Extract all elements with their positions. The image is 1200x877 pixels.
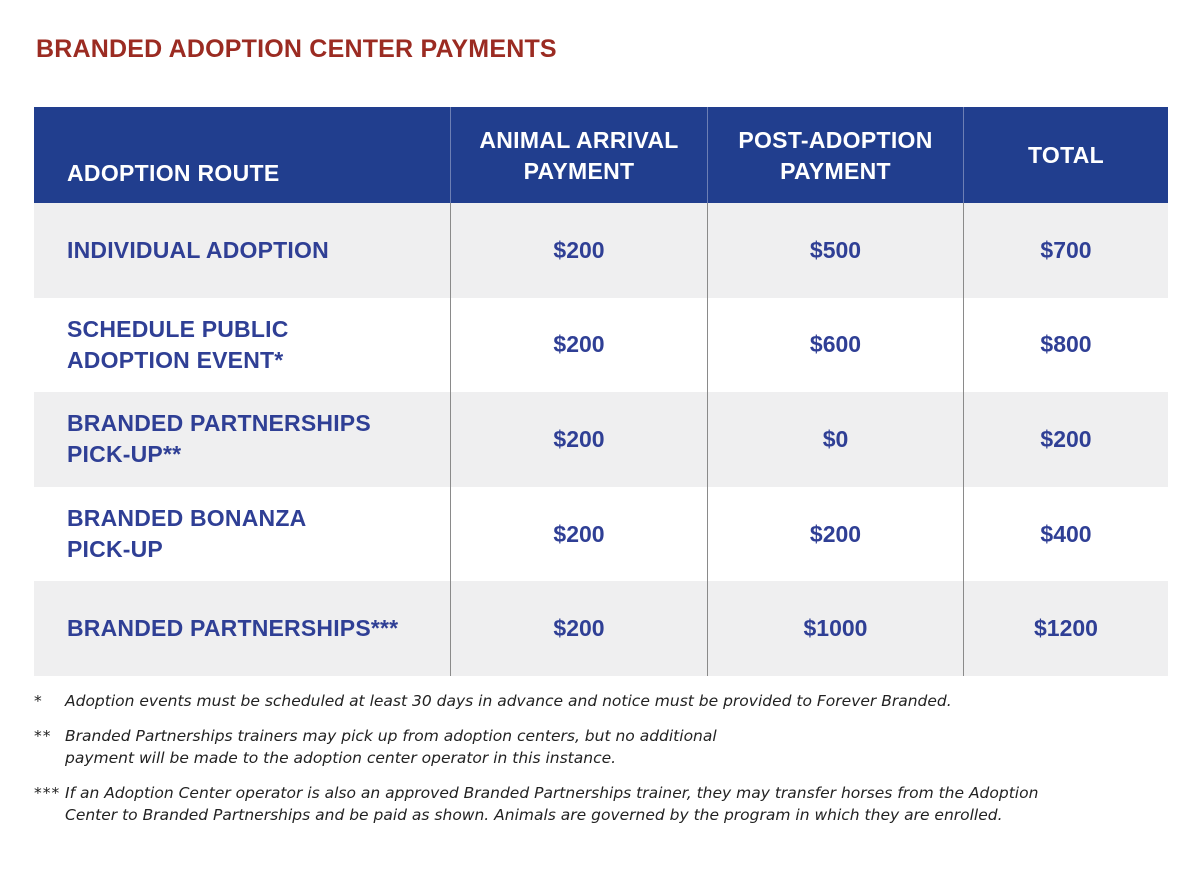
post-adoption-payment-cell: $1000 [707,581,963,676]
table-header-row [34,107,1168,203]
table-row [34,581,1168,676]
total-cell: $700 [963,203,1168,298]
page-title: BRANDED ADOPTION CENTER PAYMENTS [36,35,557,63]
route-cell: BRANDED BONANZA PICK-UP [67,505,307,563]
post-adoption-payment-cell: $0 [707,392,963,487]
payments-table [34,107,1168,676]
footnotes [34,690,1164,826]
post-adoption-payment-cell: $600 [707,298,963,393]
post-adoption-payment-cell: $200 [707,487,963,582]
footnote-text: Adoption events must be scheduled at least 30 days in advance and notice must be provided to Forever Branded. [65,692,952,710]
footnote-text: Branded Partnerships trainers may pick up from adoption centers, but no additional payment will be made to the adoption center operator in this instance. [65,727,717,767]
header-post-adoption-payment: POST-ADOPTION PAYMENT [707,107,963,203]
arrival-payment-cell: $200 [450,203,707,298]
total-cell: $200 [963,392,1168,487]
table-row [34,487,1168,582]
route-cell: SCHEDULE PUBLIC ADOPTION EVENT* [67,315,289,373]
footnote-marker: ** [34,727,52,745]
total-cell: $400 [963,487,1168,582]
footnote [34,725,1164,769]
total-cell: $800 [963,298,1168,393]
footnote-text: If an Adoption Center operator is also an approved Branded Partnerships trainer, they may transfer horses from the Adoption Center to Branded Partnerships and be paid as shown. Animals are governed by the program in which they are enrolled. [65,784,1039,824]
footnote-marker: *** [34,784,61,802]
footnote-marker: * [34,692,43,710]
header-adoption-route: ADOPTION ROUTE [67,160,280,186]
route-cell: BRANDED PARTNERSHIPS*** [67,615,399,642]
table-row [34,203,1168,298]
route-cell: INDIVIDUAL ADOPTION [67,236,329,263]
arrival-payment-cell: $200 [450,392,707,487]
header-animal-arrival-payment: ANIMAL ARRIVAL PAYMENT [450,107,707,203]
header-total: TOTAL [963,107,1168,203]
arrival-payment-cell: $200 [450,487,707,582]
arrival-payment-cell: $200 [450,298,707,393]
footnote [34,782,1164,826]
table-row [34,298,1168,393]
total-cell: $1200 [963,581,1168,676]
route-cell: BRANDED PARTNERSHIPS PICK-UP** [67,410,371,468]
table-row [34,392,1168,487]
post-adoption-payment-cell: $500 [707,203,963,298]
arrival-payment-cell: $200 [450,581,707,676]
footnote [34,690,1164,712]
